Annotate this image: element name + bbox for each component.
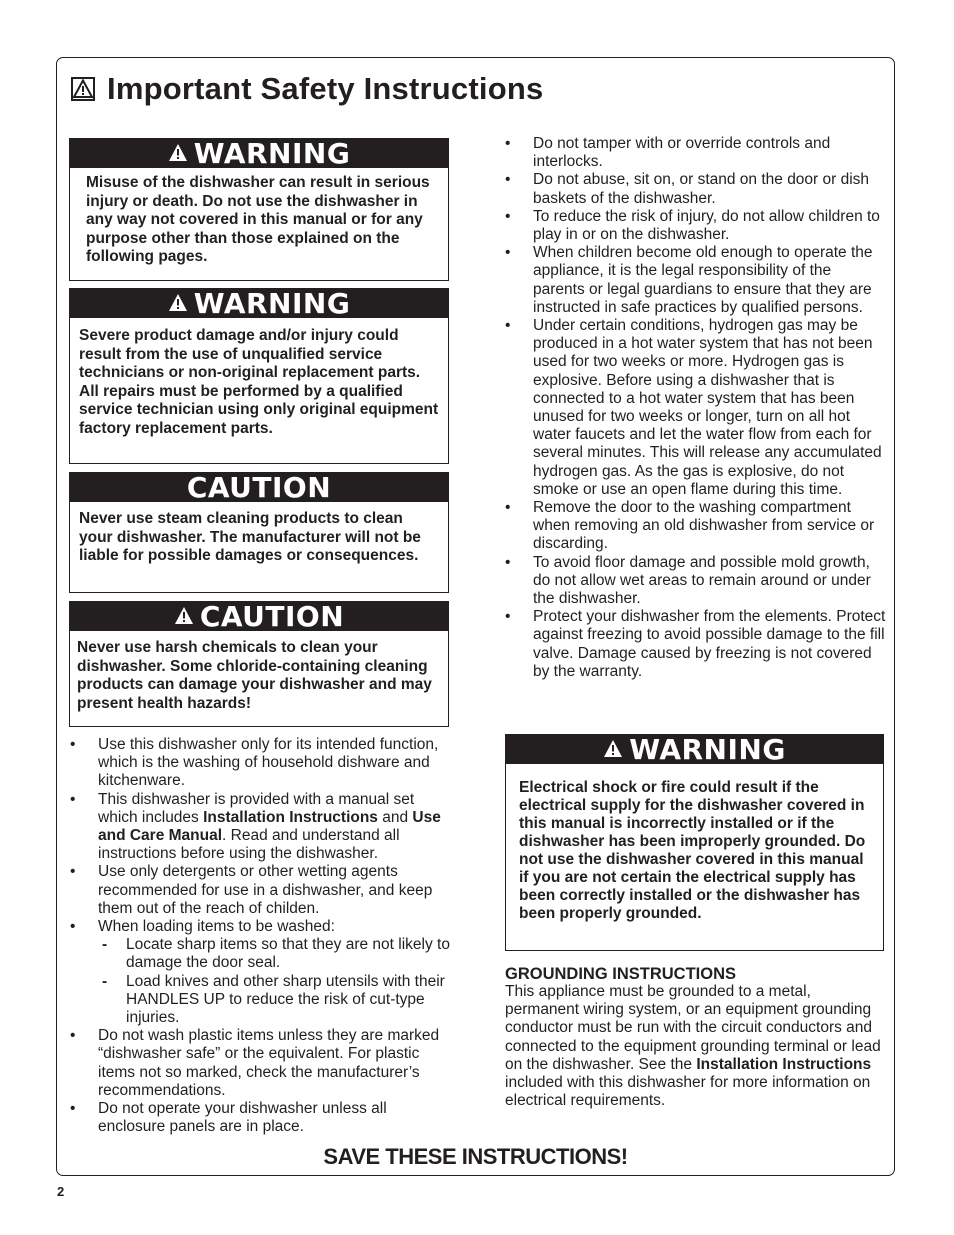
caution-banner: [69, 472, 449, 502]
grounding-heading: GROUNDING INSTRUCTIONS: [505, 965, 736, 983]
warning-triangle-icon: [168, 143, 188, 163]
caution-text: Never use harsh chemicals to clean your dishwasher. Some chloride-containing cleaning products can damage your dishwasher and may present health hazards!: [77, 639, 432, 712]
loading-sublist: [98, 936, 452, 1027]
grounding-text-part: included with this dishwasher for more information on electrical requirements.: [505, 1074, 871, 1110]
installation-instructions-ref: Installation Instructions: [696, 1055, 872, 1073]
left-safety-list: [70, 736, 452, 1136]
list-item: • Do not abuse, sit on, or stand on the door or dish baskets of the dishwasher.: [505, 171, 887, 207]
list-item: • Under certain conditions, hydrogen gas may be produced in a hot water system that has not been used for two weeks or more. Hydrogen gas is explosive. Before using a dishwasher that is connected to a hot water system that has been unused for two weeks or longer, turn on all hot water faucets and let the water flow from each for several minutes. This will release any accumulated hydrogen gas. As the gas is explosive, do not smoke or use an open flame during this time.: [505, 317, 887, 499]
warning-text: Misuse of the dishwasher can result in serious injury or death. Do not use the dishwasher in any way not covered in this manual or for any purpose other than those explained on the following pages.: [86, 174, 430, 265]
warning-triangle-icon: [603, 739, 623, 759]
page-title-text: Important Safety Instructions: [107, 71, 544, 106]
warning-label: WARNING: [629, 732, 786, 766]
use-and-care-manual-ref: Use and Care Manual: [98, 808, 441, 845]
list-item: • Do not wash plastic items unless they are marked “dishwasher safe” or the equivalent. For plastic items not so marked, check the manufacturer’s recommendations.: [70, 1027, 452, 1100]
sub-list-item: - Locate sharp items so that they are not likely to damage the door seal.: [98, 936, 452, 972]
list-item: • Remove the door to the washing compartment when removing an old dishwasher from service or discarding.: [505, 499, 887, 554]
caution-box-chemicals: [69, 601, 449, 727]
caution-label: CAUTION: [186, 470, 332, 504]
right-safety-list: [505, 135, 887, 681]
caution-banner: [69, 601, 449, 631]
warning-triangle-icon: [168, 293, 188, 313]
list-item: • To avoid floor damage and possible mold growth, do not allow wet areas to remain around or under the dishwasher.: [505, 554, 887, 609]
warning-triangle-icon: [174, 606, 194, 626]
warning-banner: [505, 734, 884, 764]
grounding-instructions: [505, 965, 887, 1110]
list-item: • Do not operate your dishwasher unless all enclosure panels are in place.: [70, 1100, 452, 1136]
warning-banner: [69, 288, 449, 318]
warning-box-service: [69, 288, 449, 464]
warning-box-misuse: [69, 138, 449, 281]
list-item: [70, 918, 452, 1027]
warning-label: WARNING: [193, 286, 351, 320]
sub-list-item: - Load knives and other sharp utensils with their HANDLES UP to reduce the risk of cut-type injuries.: [98, 973, 452, 1028]
list-item-text: When loading items to be washed:: [98, 918, 335, 936]
warning-text: Severe product damage and/or injury could result from the use of unqualified service technicians or non-original replacement parts. All repairs must be performed by a qualified service technician using only original equipment factory replacement parts.: [79, 327, 439, 437]
installation-instructions-ref: Installation Instructions: [203, 808, 378, 826]
caution-label: CAUTION: [199, 599, 345, 633]
list-item-text: This dishwasher is provided with a manual set which includes: [98, 790, 415, 826]
list-item: • Protect your dishwasher from the elements. Protect against freezing to avoid possible damage to the fill valve. Damage caused by freezing is not covered by the warranty.: [505, 608, 887, 681]
save-instructions-footer: SAVE THESE INSTRUCTIONS!: [323, 1144, 628, 1169]
grounding-text-part: This appliance must be grounded to a metal, permanent wiring system, or an equipment grounding conductor must be run with the circuit conductors and connected to the equipment grounding terminal or lead on the dishwasher. See the: [505, 983, 881, 1073]
page-number: 2: [57, 1184, 65, 1199]
list-item: • When children become old enough to operate the appliance, it is the legal responsibility of the parents or legal guardians to ensure that they are instructed in safe practices by qualified persons.: [505, 244, 887, 317]
caution-box-steam: [69, 472, 449, 593]
list-item-text: and: [377, 808, 413, 826]
list-item: [70, 791, 452, 864]
warning-box-electrical: [505, 734, 884, 951]
list-item-text: . Read and understand all instructions before using the dishwasher.: [98, 827, 400, 863]
warning-banner: [69, 138, 449, 168]
list-item: • Do not tamper with or override controls and interlocks.: [505, 135, 887, 171]
warning-label: WARNING: [193, 136, 351, 170]
warning-icon: [71, 77, 95, 101]
list-item: • To reduce the risk of injury, do not allow children to play in or on the dishwasher.: [505, 208, 887, 244]
grounding-text: [505, 983, 887, 1110]
caution-text: Never use steam cleaning products to clean your dishwasher. The manufacturer will not be liable for possible damages or consequences.: [79, 510, 421, 564]
page-title: [71, 69, 543, 109]
list-item: • Use this dishwasher only for its intended function, which is the washing of household dishware and kitchenware.: [70, 736, 452, 791]
list-item: • Use only detergents or other wetting agents recommended for use in a dishwasher, and keep them out of the reach of childen.: [70, 863, 452, 918]
warning-text: Electrical shock or fire could result if the electrical supply for the dishwasher covered in this manual is incorrectly installed or if the dishwasher has been improperly grounded. Do not use the dishwasher covered in this manual if you are not certain the electrical supply has been correctly installed or the dishwasher has been properly grounded.: [519, 779, 866, 922]
